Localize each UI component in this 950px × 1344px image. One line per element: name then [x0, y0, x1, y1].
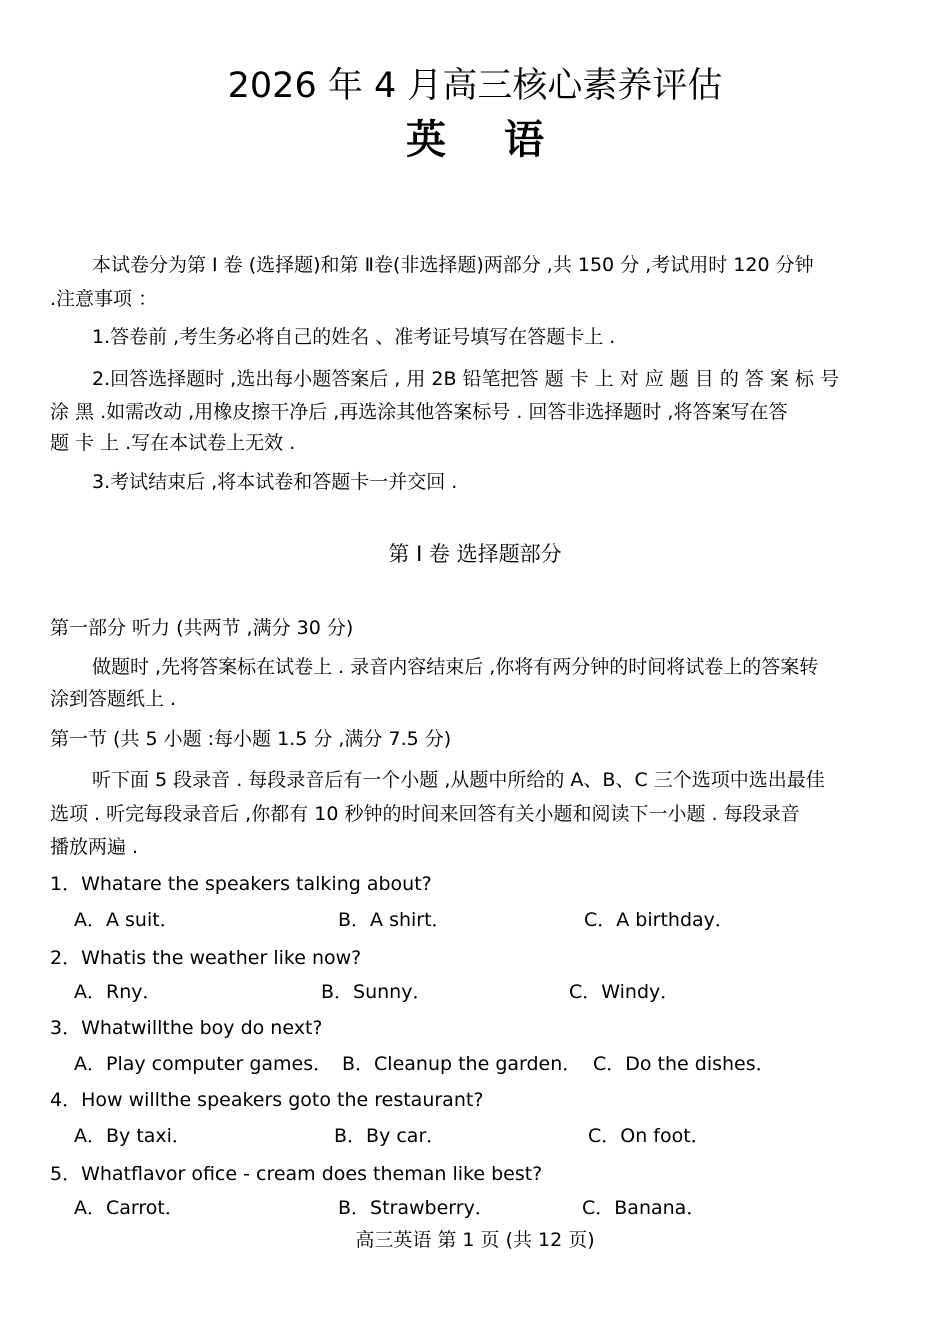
- intro-line-2: .注意事项 ：: [50, 288, 158, 310]
- page-footer: 高三英语 第 1 页 (共 12 页): [355, 1229, 595, 1251]
- question-2-option-c: C．Windy．: [569, 981, 680, 1003]
- question-5-option-b: B．Strawberry．: [338, 1197, 494, 1219]
- section1-heading: 第一节 (共 5 小题 :每小题 1.5 分 ,满分 7.5 分): [50, 728, 452, 750]
- question-3-option-b: B．Cleanup the garden．: [342, 1053, 582, 1075]
- instruction-item-1: 1.答卷前 ,考生务必将自己的姓名 、准考证号填写在答题卡上 .: [92, 326, 616, 348]
- question-1-option-c: C．A birthday．: [584, 909, 734, 931]
- question-2-option-b: B．Sunny．: [321, 981, 432, 1003]
- question-4-option-c: C．On foot．: [588, 1125, 710, 1147]
- question-5: 5．Whatflavor ofice - cream does theman like best?: [50, 1163, 543, 1185]
- question-1-option-b: B．A shirt．: [338, 909, 451, 931]
- question-4-option-a: A．By taxi．: [74, 1125, 191, 1147]
- section1-directions-line-1: 听下面 5 段录音 . 每段录音后有一个小题 ,从题中所给的 A、B、C 三个选项中选出最佳: [92, 769, 825, 791]
- instruction-item-2-line-1: 2.回答选择题时 ,选出每小题答案后 , 用 2B 铅笔把答 题 卡 上 对 应 题 目 的 答 案 标 号: [92, 368, 840, 390]
- exam-title: 2026 年 4 月高三核心素养评估: [227, 66, 723, 106]
- part1-directions-line-1: 做题时 ,先将答案标在试卷上 . 录音内容结束后 ,你将有两分钟的时间将试卷上的答案转: [92, 656, 819, 678]
- question-4: 4．How willthe speakers goto the restaurant?: [50, 1089, 484, 1111]
- instruction-item-3: 3.考试结束后 ,将本试卷和答题卡一并交回 .: [92, 471, 458, 493]
- part1-directions-line-2: 涂到答题纸上 .: [50, 688, 177, 710]
- instruction-item-2-line-2: 涂 黑 .如需改动 ,用橡皮擦干净后 ,再选涂其他答案标号 . 回答非选择题时 ,将答案写在答: [50, 401, 788, 423]
- question-3-option-a: A．Play computer games．: [74, 1053, 333, 1075]
- question-2: 2．Whatis the weather like now?: [50, 947, 362, 969]
- part1-heading: 第一部分 听力 (共两节 ,满分 30 分): [50, 617, 354, 639]
- question-2-option-a: A．Rny．: [74, 981, 162, 1003]
- question-4-option-b: B．By car．: [334, 1125, 446, 1147]
- subject-title: 英语: [406, 117, 602, 163]
- section1-directions-line-3: 播放两遍 .: [50, 836, 139, 858]
- volume-title: 第 Ⅰ 卷 选择题部分: [388, 542, 562, 566]
- section1-directions-line-2: 选项 . 听完每段录音后 ,你都有 10 秒钟的时间来回答有关小题和阅读下一小题 . 每段录音: [50, 803, 800, 825]
- intro-line-1: 本试卷分为第 Ⅰ 卷 (选择题)和第 Ⅱ卷(非选择题)两部分 ,共 150 分 ,考试用时 120 分钟: [92, 254, 814, 276]
- question-3-option-c: C．Do the dishes．: [593, 1053, 775, 1075]
- question-1-option-a: A．A suit．: [74, 909, 179, 931]
- question-1: 1．Whatare the speakers talking about?: [50, 873, 432, 895]
- question-5-option-c: C．Banana．: [582, 1197, 706, 1219]
- instruction-item-2-line-3: 题 卡 上 .写在本试卷上无效 .: [50, 432, 296, 454]
- question-5-option-a: A．Carrot．: [74, 1197, 184, 1219]
- question-3: 3．Whatwillthe boy do next?: [50, 1017, 323, 1039]
